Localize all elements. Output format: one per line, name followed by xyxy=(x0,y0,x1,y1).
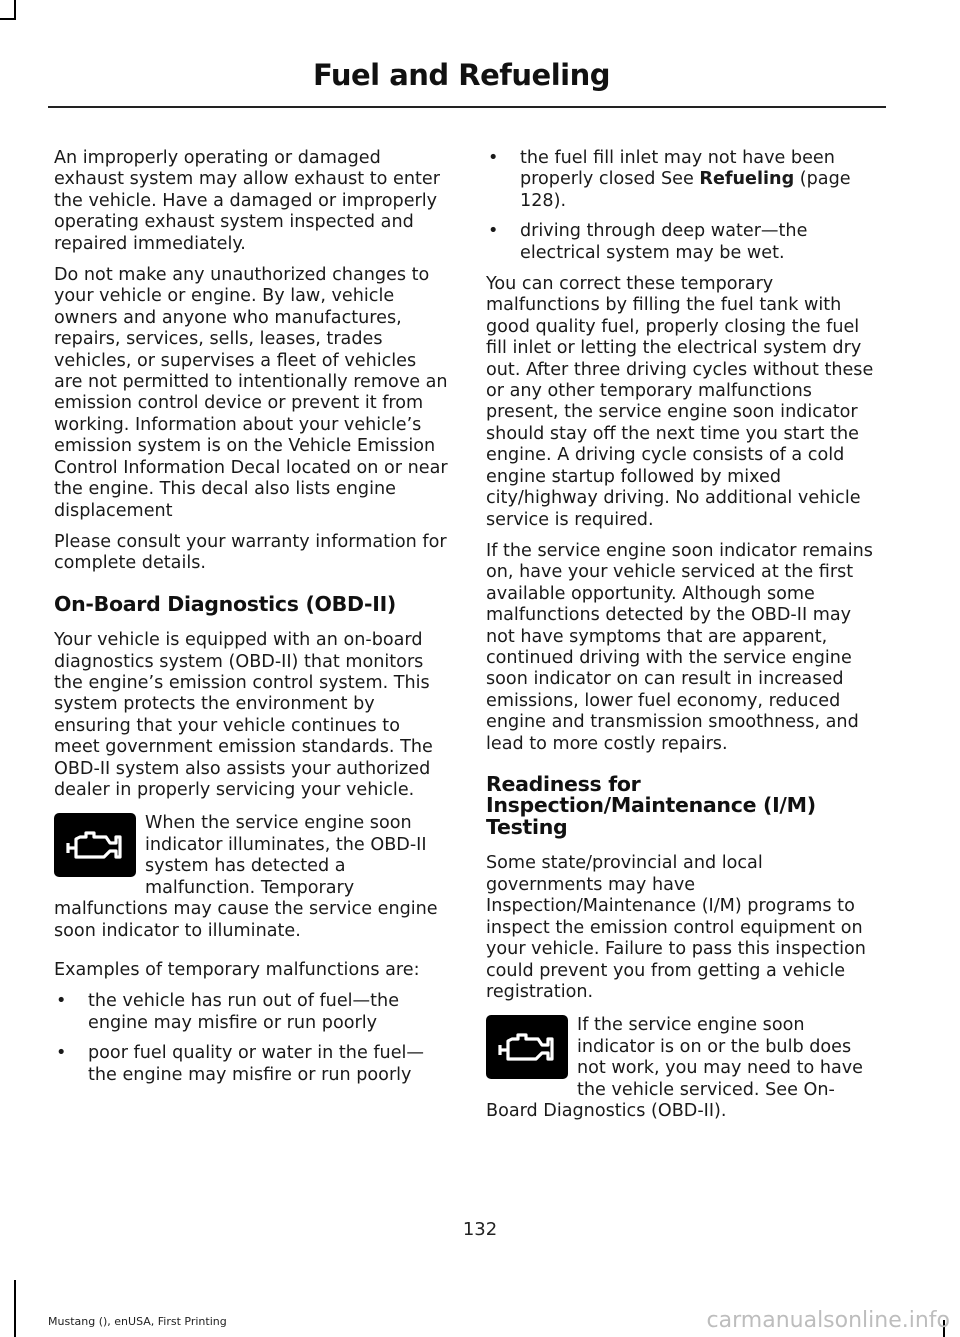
watermark: carmanualsonline.info xyxy=(706,1308,950,1333)
paragraph-examples: Examples of temporary malfunctions are: xyxy=(54,959,420,980)
left-column xyxy=(54,148,448,1096)
list-item: • the vehicle has run out of fuel—the engine may misfire or run poorly xyxy=(54,991,448,1034)
temporary-malfunctions-list-continued xyxy=(486,148,882,264)
refueling-link[interactable]: Refueling xyxy=(699,169,795,190)
footer-edition: Mustang (), enUSA, First Printing xyxy=(48,1315,227,1328)
page-number: 132 xyxy=(462,1219,498,1240)
page-title: Fuel and Refueling xyxy=(312,58,610,92)
paragraph-bulb-not-work: If the service engine soon indicator is on or the bulb does not work, you may need to have the vehicle serviced. See On-Board Diagnostics (OBD-II). xyxy=(486,1015,863,1121)
list-item: • driving through deep water—the electrical system may be wet. xyxy=(486,221,882,264)
engine-check-icon xyxy=(486,1015,568,1079)
paragraph-obd-intro: Your vehicle is equipped with an on-board diagnostics system (OBD-II) that monitors the engine’s emission control system. This system protects the environment by ensuring that your vehicle continues to meet government emission standards. The OBD-II system also assists your authorized dealer in properly servicing your vehicle. xyxy=(54,630,433,801)
paragraph-unauthorized-changes: Do not make any unauthorized changes to your vehicle or engine. By law, vehicle owners and anyone who manufactures, repairs, services, sells, leases, trades vehicles, or supervises a fleet of vehicles are not permitted to intentionally remove an emission control device or prevent it from working. Information about your vehicle’s emission system is on the Vehicle Emission Control Information Decal located on or near the engine. This decal also lists engine displacement xyxy=(54,265,448,521)
heading-obd: On-Board Diagnostics (OBD-II) xyxy=(54,591,396,616)
list-item xyxy=(486,148,882,212)
engine-indicator-note xyxy=(54,813,448,941)
header-divider xyxy=(48,106,886,108)
list-item-text: (page 128). xyxy=(520,169,851,211)
temporary-malfunctions-list xyxy=(54,991,448,1086)
engine-check-icon xyxy=(54,813,136,877)
crop-mark xyxy=(0,18,16,20)
list-item: • poor fuel quality or water in the fuel—the engine may misfire or run poorly xyxy=(54,1043,448,1086)
paragraph-indicator-remains: If the service engine soon indicator remains on, have your vehicle serviced at the first available opportunity. Although some malfunctions detected by the OBD-II may not have symptoms that are apparent, continued driving with the service engine soon indicator on can result in increased emissions, lower fuel economy, reduced engine and transmission smoothness, and lead to more costly repairs. xyxy=(486,540,873,754)
paragraph-exhaust: An improperly operating or damaged exhaust system may allow exhaust to enter the vehicle. Have a damaged or improperly operating exhaust system inspected and repaired immediately. xyxy=(54,148,440,254)
crop-mark xyxy=(14,0,16,18)
list-item-text: the fuel fill inlet may not have been properly closed See xyxy=(520,148,835,190)
right-column xyxy=(486,148,882,1122)
paragraph-indicator-illuminates: When the service engine soon indicator illuminates, the OBD-II system has detected a malfunction. Temporary malfunctions may cause the service engine soon indicator to illuminate. xyxy=(54,813,438,941)
paragraph-correct-malfunctions: You can correct these temporary malfunctions by filling the fuel tank with good quality fuel, properly closing the fuel fill inlet or letting the electrical system dry out. After three driving cycles without these or any other temporary malfunctions present, the service engine soon indicator should stay off the next time you start the engine. A driving cycle consists of a cold engine startup followed by mixed city/highway driving. No additional vehicle service is required. xyxy=(486,274,874,530)
paragraph-im-programs: Some state/provincial and local governments may have Inspection/Maintenance (I/M) programs to inspect the emission control equipment on your vehicle. Failure to pass this inspection could prevent you from getting a vehicle registration. xyxy=(486,853,866,1002)
heading-im-testing: Readiness for Inspection/Maintenance (I/M) Testing xyxy=(486,771,816,839)
crop-mark xyxy=(14,1280,16,1337)
paragraph-warranty: Please consult your warranty information for complete details. xyxy=(54,531,447,574)
engine-indicator-note xyxy=(486,1015,882,1122)
